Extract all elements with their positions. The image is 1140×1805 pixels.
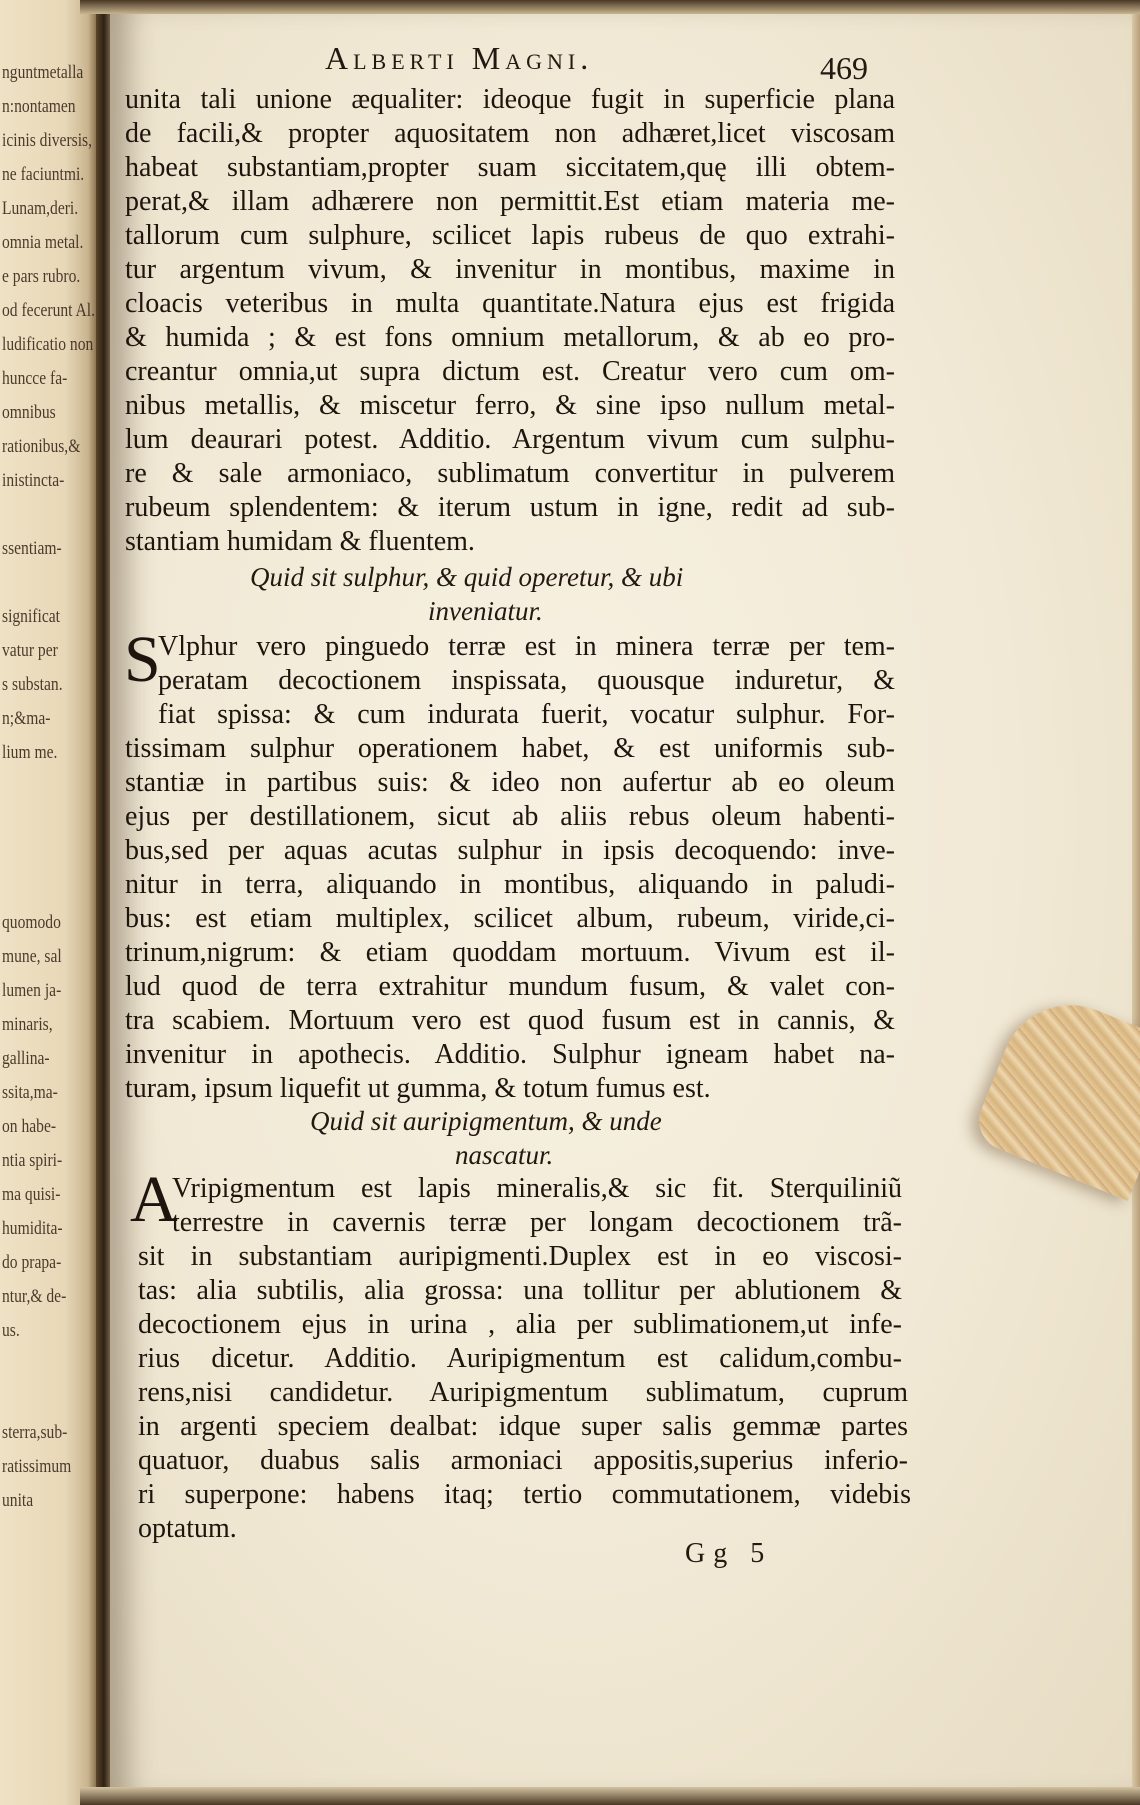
text-line: nibus metallis, & miscetur ferro, & sine ipso nullum metal- [125, 390, 895, 421]
text-line: ejus per destillationem, sicut ab aliis rebus oleum habenti- [125, 801, 895, 832]
text-line: Vlphur vero pinguedo terræ est in minera terræ per tem- [158, 631, 895, 662]
left-page-text-fragment: sterra,sub- [2, 1422, 68, 1443]
left-page-text-fragment: omnibus [2, 402, 56, 423]
left-page-text-fragment: icinis diversis, [2, 130, 93, 151]
left-page-text-fragment: lium me. [2, 742, 58, 763]
left-page-text-fragment: humidita- [2, 1218, 63, 1239]
text-line: & humida ; & est fons omnium metallorum, & ab eo pro- [125, 322, 895, 353]
left-page-text-fragment: us. [2, 1320, 20, 1341]
text-line: rius dicetur. Additio. Auripigmentum est calidum,combu- [138, 1343, 902, 1374]
page-top-edge [80, 0, 1140, 14]
left-page-text-fragment: quomodo [2, 912, 61, 933]
left-page-text-fragment: rationibus,& [2, 436, 81, 457]
text-line: terrestre in cavernis terræ per longam decoctionem trã- [172, 1207, 902, 1238]
text-line: perat,& illam adhærere non permittit.Est etiam materia me- [125, 186, 895, 217]
text-line: sit in substantiam auripigmenti.Duplex est in eo viscosi- [138, 1241, 902, 1272]
left-page-text-fragment: minaris, [2, 1014, 53, 1035]
text-line: tissimam sulphur operationem habet, & est uniformis sub- [125, 733, 895, 764]
left-page-text-fragment: lumen ja- [2, 980, 62, 1001]
left-page-text-fragment: ma quisi- [2, 1184, 61, 1205]
left-page-text-fragment: ntur,& de- [2, 1286, 67, 1307]
left-page-text-fragment: huncce fa- [2, 368, 68, 389]
page-edge [1132, 0, 1140, 1805]
text-line: decoctionem ejus in urina , alia per sublimationem,ut infe- [138, 1309, 902, 1340]
left-page-text-fragment: Lunam,deri. [2, 198, 79, 219]
left-page-text-fragment: nguntmetalla [2, 62, 84, 83]
text-line: Vripigmentum est lapis mineralis,& sic fit. Sterquiliniũ [172, 1173, 902, 1204]
left-page-text-fragment: n;&ma- [2, 708, 51, 729]
text-line: invenitur in apothecis. Additio. Sulphur igneam habet na- [125, 1039, 895, 1070]
text-line: unita tali unione æqualiter: ideoque fugit in superficie plana [125, 84, 895, 115]
left-page-text-fragment: n:nontamen [2, 96, 76, 117]
signature-mark: Gg 5 [685, 1538, 773, 1569]
text-line: lum deaurari potest. Additio. Argentum vivum cum sulphu- [125, 424, 895, 455]
text-line: tallorum cum sulphure, scilicet lapis rubeus de quo extrahi- [125, 220, 895, 251]
text-line: habeat substantiam,propter suam siccitatem,quę illi obtem- [125, 152, 895, 183]
left-page-text-fragment: od fecerunt Al. [2, 300, 96, 321]
text-line: ri superpone: habens itaq; tertio commutationem, videbis [138, 1479, 911, 1510]
text-line: bus,sed per aquas acutas sulphur in ipsis decoquendo: inve- [125, 835, 895, 866]
left-page-text-fragment: s substan. [2, 674, 63, 695]
left-page-text-fragment: ludificatio non [2, 334, 94, 355]
left-page-text-fragment: ne faciuntmi. [2, 164, 85, 185]
page-bottom-edge [80, 1787, 1140, 1805]
page-number: 469 [820, 50, 868, 86]
text-line: tur argentum vivum, & invenitur in montibus, maxime in [125, 254, 895, 285]
section-heading: Quid sit sulphur, & quid operetur, & ubi [250, 562, 684, 592]
left-page-text-fragment: mune, sal [2, 946, 62, 967]
drop-cap: A [130, 1163, 178, 1236]
text-line: bus: est etiam multiplex, scilicet album, rubeum, viride,ci- [125, 903, 895, 934]
left-page-text-fragment: unita [2, 1490, 34, 1511]
left-page-text-fragment: inistincta- [2, 470, 65, 491]
left-page-text-fragment: e pars rubro. [2, 266, 81, 287]
text-line: fiat spissa: & cum indurata fuerit, vocatur sulphur. For- [158, 699, 895, 730]
left-page-text-fragment: gallina- [2, 1048, 50, 1069]
text-line: nitur in terra, aliquando in montibus, aliquando in paludi- [125, 869, 895, 900]
text-line: re & sale armoniaco, sublimatum convertitur in pulverem [125, 458, 895, 489]
left-page-text-fragment: on habe- [2, 1116, 57, 1137]
text-line: stantiam humidam & fluentem. [125, 526, 475, 557]
text-line: rens,nisi candidetur. Auripigmentum sublimatum, cuprum [138, 1377, 908, 1408]
left-page-text-fragment: ssentiam- [2, 538, 62, 559]
section-heading: Quid sit auripigmentum, & unde [310, 1106, 662, 1136]
left-page-text-fragment: ssita,ma- [2, 1082, 58, 1103]
text-line: trinum,nigrum: & etiam quoddam mortuum. Vivum est il- [125, 937, 895, 968]
text-line: stantiæ in partibus suis: & ideo non aufertur ab eo oleum [125, 767, 895, 798]
left-page-text-fragment: do prapa- [2, 1252, 62, 1273]
text-line: rubeum splendentem: & iterum ustum in igne, redit ad sub- [125, 492, 895, 523]
left-page-text-fragment: ratissimum [2, 1456, 72, 1477]
text-line: lud quod de terra extrahitur mundum fusum, & valet con- [125, 971, 895, 1002]
left-page-text-fragment: ntia spiri- [2, 1150, 63, 1171]
text-line: creantur omnia,ut supra dictum est. Creatur vero cum om- [125, 356, 895, 387]
text-line: turam, ipsum liquefit ut gumma, & totum fumus est. [125, 1073, 711, 1104]
text-line: peratam decoctionem inspissata, quousque induretur, & [158, 665, 895, 696]
drop-cap: S [124, 623, 161, 696]
text-line: tra scabiem. Mortuum vero est quod fusum est in cannis, & [125, 1005, 895, 1036]
section-heading: inveniatur. [428, 596, 543, 626]
text-line: quatuor, duabus salis armoniaci appositis,superius inferio- [138, 1445, 908, 1476]
left-page-text-fragment: omnia metal. [2, 232, 84, 253]
text-line: tas: alia subtilis, alia grossa: una tollitur per ablutionem & [138, 1275, 902, 1306]
left-page-text-fragment: significat [2, 606, 60, 627]
text-line: in argenti speciem dealbat: idque super salis gemmæ partes [138, 1411, 908, 1442]
left-page-text-fragment: vatur per [2, 640, 58, 661]
section-heading: nascatur. [455, 1140, 554, 1170]
running-title: Alberti Magni. [325, 40, 594, 76]
text-line: optatum. [138, 1513, 237, 1544]
left-page-fragment [0, 0, 100, 1805]
text-line: de facili,& propter aquositatem non adhæret,licet viscosam [125, 118, 895, 149]
text-line: cloacis veteribus in multa quantitate.Natura ejus est frigida [125, 288, 895, 319]
